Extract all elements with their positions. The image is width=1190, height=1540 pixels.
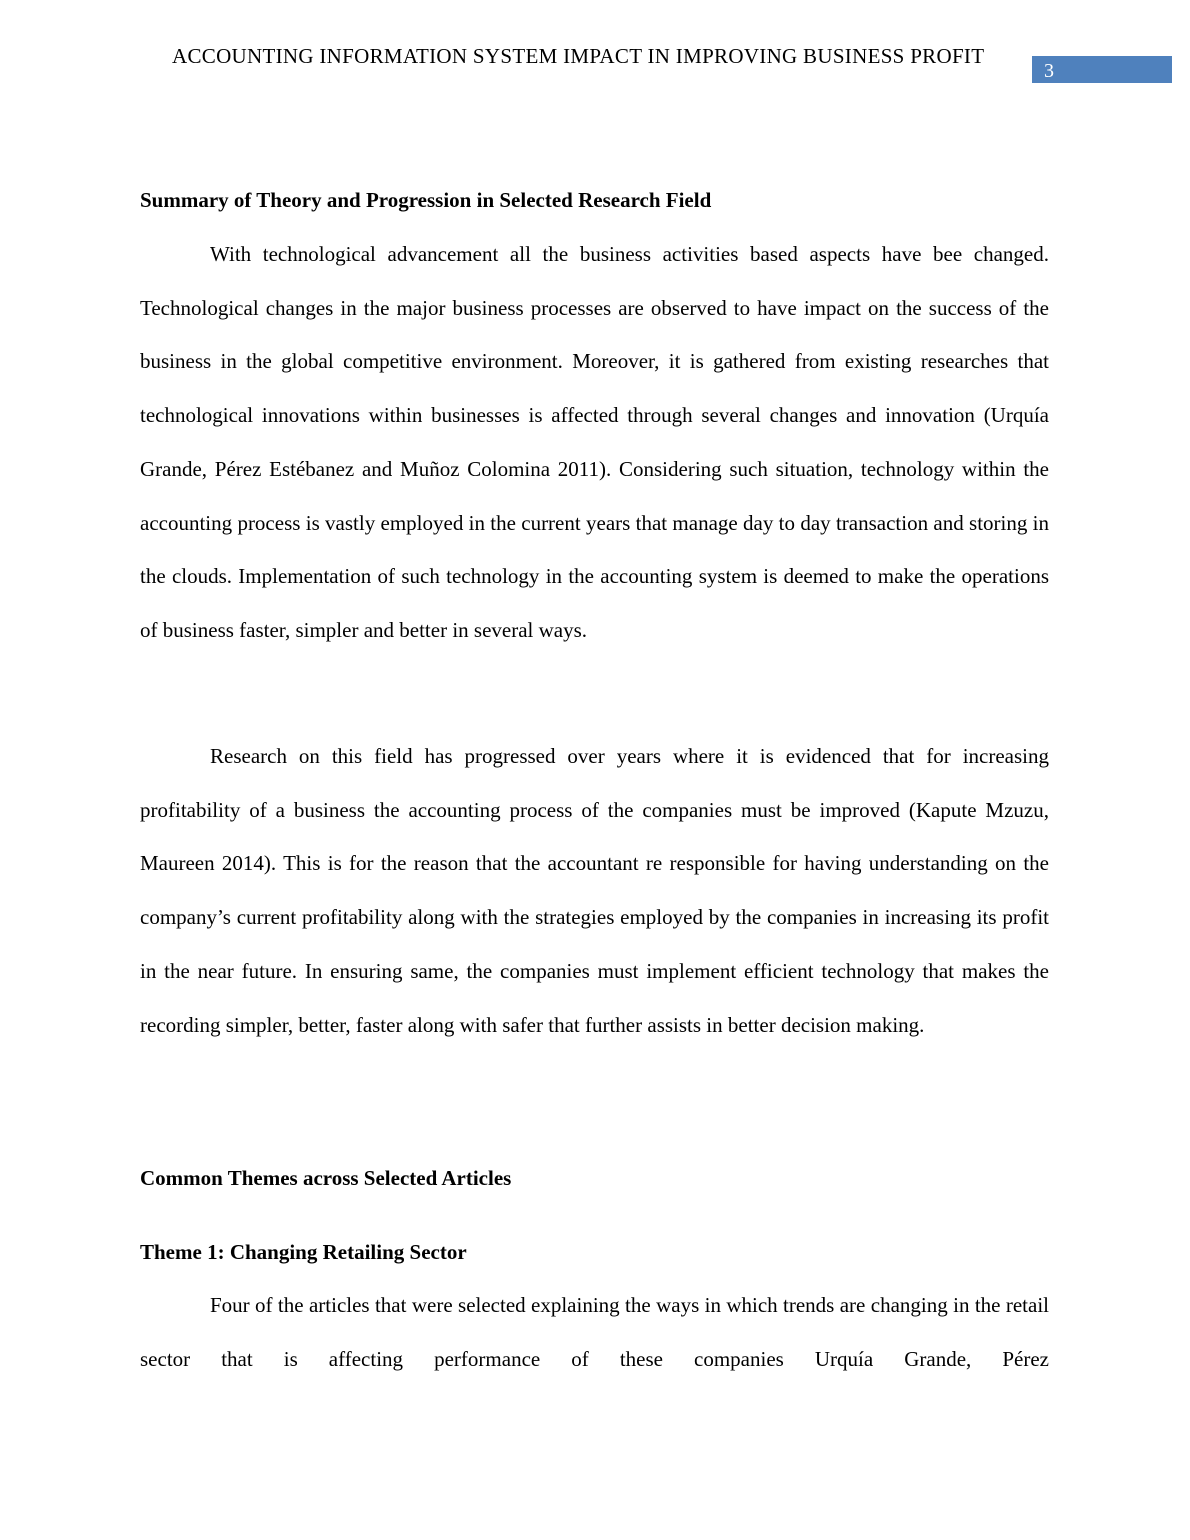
summary-heading: Summary of Theory and Progression in Selected Research Field — [140, 188, 712, 212]
page-number: 3 — [1044, 60, 1054, 82]
summary-paragraph-1: With technological advancement all the business activities based aspects have bee changed. Technological changes in the major business processes are observed to have impact on the success of the business in the global competitive environment. Moreover, it is gathered from existing researches that technological innovations within businesses is affected through several changes and innovation (Urquía Grande, Pérez Estébanez and Muñoz Colomina 2011). Considering such situation, technology within the accounting process is vastly employed in the current years that manage day to day transaction and storing in the clouds. Implementation of such technology in the accounting system is deemed to make the operations of business faster, simpler and better in several ways. — [140, 242, 1049, 642]
running-head: ACCOUNTING INFORMATION SYSTEM IMPACT IN IMPROVING BUSINESS PROFIT — [172, 44, 985, 68]
summary-paragraph-2: Research on this field has progressed over years where it is evidenced that for increasing profitability of a business the accounting process of the companies must be improved (Kapute Mzuzu, Maureen 2014). This is for the reason that the accountant re responsible for having understanding on the company’s current profitability along with the strategies employed by the companies in increasing its profit in the near future. In ensuring same, the companies must implement efficient technology that makes the recording simpler, better, faster along with safer that further assists in better decision making. — [140, 744, 1049, 1037]
theme1-heading: Theme 1: Changing Retailing Sector — [140, 1240, 467, 1264]
theme1-paragraph: Four of the articles that were selected explaining the ways in which trends are changing in the retail sector that is affecting performance of these companies Urquía Grande, Pérez — [140, 1293, 1049, 1371]
themes-heading: Common Themes across Selected Articles — [140, 1166, 512, 1190]
